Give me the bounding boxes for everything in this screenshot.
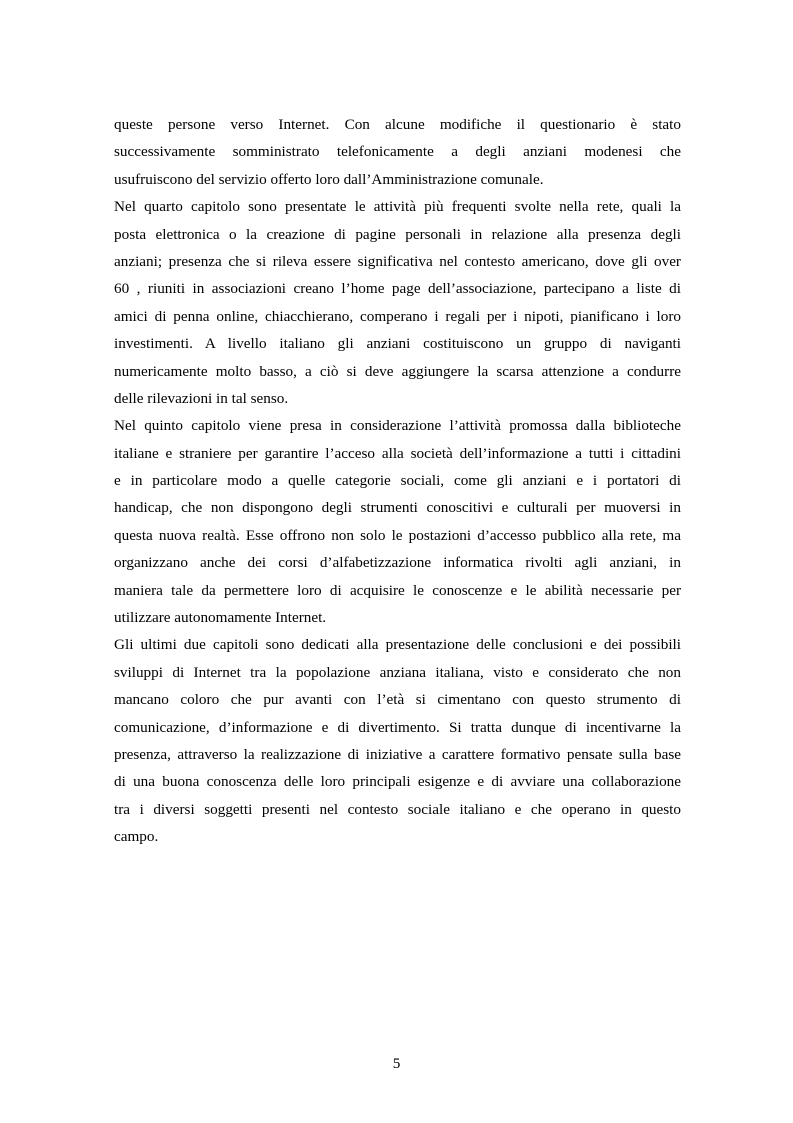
text-line: comunicazione, d’informazione e di divertimento. Si tratta dunque di incentivarne la bbox=[114, 718, 681, 736]
text-line: investimenti. A livello italiano gli anziani costituiscono un gruppo di naviganti bbox=[114, 335, 681, 353]
text-line: Gli ultimi due capitoli sono dedicati alla presentazione delle conclusioni e dei possibili bbox=[114, 636, 681, 654]
text-line: maniera tale da permettere loro di acquisire le conoscenze e le abilità necessarie per bbox=[114, 581, 681, 599]
text-line: tra i diversi soggetti presenti nel contesto sociale italiano e che operano in questo bbox=[114, 800, 681, 818]
text-line: Nel quarto capitolo sono presentate le attività più frequenti svolte nella rete, quali la bbox=[114, 198, 681, 216]
page-number: 5 bbox=[392, 1055, 401, 1072]
text-line: questa nuova realtà. Esse offrono non solo le postazioni d’accesso pubblico alla rete, ma bbox=[114, 526, 681, 544]
text-line: organizzano anche dei corsi d’alfabetizzazione informatica rivolti agli anziani, in bbox=[114, 554, 681, 572]
text-line: queste persone verso Internet. Con alcune modifiche il questionario è stato bbox=[114, 116, 681, 133]
paragraph-4 bbox=[114, 631, 681, 850]
text-line: presenza, attraverso la realizzazione di iniziative a carattere formativo pensate sulla base bbox=[114, 745, 681, 763]
text-line: successivamente somministrato telefonicamente a degli anziani modenesi che bbox=[114, 143, 681, 161]
text-line: utilizzare autonomamente Internet. bbox=[114, 609, 327, 627]
text-line: mancano coloro che pur avanti con l’età si cimentano con questo strumento di bbox=[114, 691, 681, 709]
text-line: campo. bbox=[114, 828, 159, 846]
text-line: numericamente molto basso, a ciò si deve aggiungere la scarsa attenzione a condurre bbox=[114, 362, 681, 380]
paragraph-1 bbox=[114, 111, 681, 193]
text-line: sviluppi di Internet tra la popolazione anziana italiana, visto e considerato che non bbox=[114, 663, 681, 681]
text-line: e in particolare modo a quelle categorie sociali, come gli anziani e i portatori di bbox=[114, 472, 681, 490]
text-line: anziani; presenza che si rileva essere significativa nel contesto americano, dove gli over bbox=[114, 252, 681, 270]
text-line: usufruiscono del servizio offerto loro dall’Amministrazione comunale. bbox=[114, 170, 544, 188]
text-line: handicap, che non dispongono degli strumenti conoscitivi e culturali per muoversi in bbox=[114, 499, 681, 517]
text-line: di una buona conoscenza delle loro principali esigenze e di avviare una collaborazione bbox=[114, 773, 681, 791]
text-line: posta elettronica o la creazione di pagine personali in relazione alla presenza degli bbox=[114, 225, 681, 243]
paragraph-3 bbox=[114, 412, 681, 631]
text-line: delle rilevazioni in tal senso. bbox=[114, 389, 289, 407]
text-line: Nel quinto capitolo viene presa in considerazione l’attività promossa dalla biblioteche bbox=[114, 417, 681, 435]
text-line: amici di penna online, chiacchierano, comperano i regali per i nipoti, pianificano i loro bbox=[114, 307, 681, 325]
paragraph-2 bbox=[114, 193, 681, 412]
document-body bbox=[114, 111, 681, 851]
text-line: 60 , riuniti in associazioni creano l’home page dell’associazione, partecipano a liste di bbox=[114, 280, 681, 298]
text-line: italiane e straniere per garantire l’acceso alla società dell’informazione a tutti i cittadini bbox=[114, 444, 681, 462]
